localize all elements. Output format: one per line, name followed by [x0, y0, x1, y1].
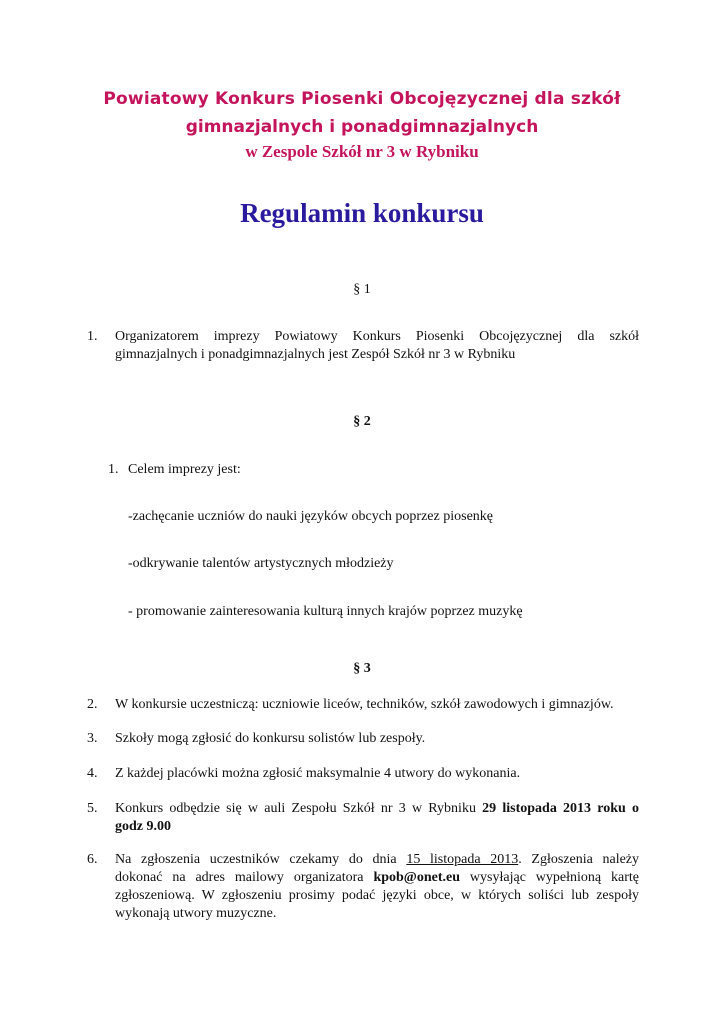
item-line-1: Organizatorem imprezy Powiatowy Konkurs Piosenki Obcojęzycznej dla szkół [115, 329, 639, 344]
header-line-2: gimnazjalnych i ponadgimnazjalnych [185, 117, 539, 137]
item-text: Szkoły mogą zgłosić do konkursu solistów lub zespoły. [115, 731, 426, 746]
section-1-item-1 [87, 328, 639, 368]
item-line-2: gimnazjalnych i ponadgimnazjalnych jest Zespół Szkół nr 3 w Rybniku [115, 347, 516, 362]
item-line-4: wykonają utwory muzyczne. [115, 906, 277, 921]
section-3-item-5 [87, 800, 639, 840]
item-text: Konkurs odbędzie się w auli Zespołu Szkół nr 3 w Rybniku [115, 801, 476, 816]
item-number: 2. [87, 697, 98, 712]
item-number: 5. [87, 801, 98, 816]
goal-item-1: -zachęcanie uczniów do nauki języków obcych poprzez piosenkę [128, 509, 494, 524]
goal-item-2: -odkrywanie talentów artystycznych młodzieży [128, 556, 394, 571]
section-1-heading: § 1 [353, 282, 371, 297]
item-text: Celem imprezy jest: [128, 462, 241, 477]
item-text: W konkursie uczestniczą: uczniowie liceów, techników, szkół zawodowych i gimnazjów. [115, 697, 614, 712]
section-3-item-6 [87, 851, 639, 927]
item-text: . Zgłoszenia należy [518, 852, 640, 867]
item-line-3: zgłoszeniową. W zgłoszeniu prosimy podać języki obce, w których soliści lub zespoły [115, 888, 639, 903]
item-number: 3. [87, 731, 98, 746]
item-line-1 [115, 800, 639, 818]
item-line-1 [115, 851, 639, 869]
section-3-heading: § 3 [353, 661, 371, 676]
item-text: Na zgłoszenia uczestników czekamy do dnia [115, 852, 397, 867]
event-date: 29 listopada 2013 roku o [482, 801, 640, 816]
item-number: 4. [87, 766, 98, 781]
section-2-heading: § 2 [353, 414, 371, 429]
item-line-2 [115, 869, 639, 887]
header-line-3: w Zespole Szkół nr 3 w Rybniku [245, 142, 479, 161]
deadline-date: 15 listopada 2013 [406, 852, 519, 867]
goal-item-3: - promowanie zainteresowania kulturą innych krajów poprzez muzykę [128, 604, 523, 619]
event-time: godz 9.00 [115, 819, 171, 834]
document-title: Regulamin konkursu [240, 198, 484, 228]
item-text: wysyłając wypełnioną kartę [469, 870, 640, 885]
item-number: 1. [108, 462, 119, 477]
organizer-email[interactable]: kpob@onet.eu [373, 870, 460, 885]
item-text: dokonać na adres mailowy organizatora [115, 870, 364, 885]
item-text: Z każdej placówki można zgłosić maksymalnie 4 utwory do wykonania. [115, 766, 521, 781]
header-line-1: Powiatowy Konkurs Piosenki Obcojęzycznej dla szkół [103, 89, 621, 109]
item-number: 6. [87, 852, 98, 867]
item-number: 1. [87, 329, 98, 344]
